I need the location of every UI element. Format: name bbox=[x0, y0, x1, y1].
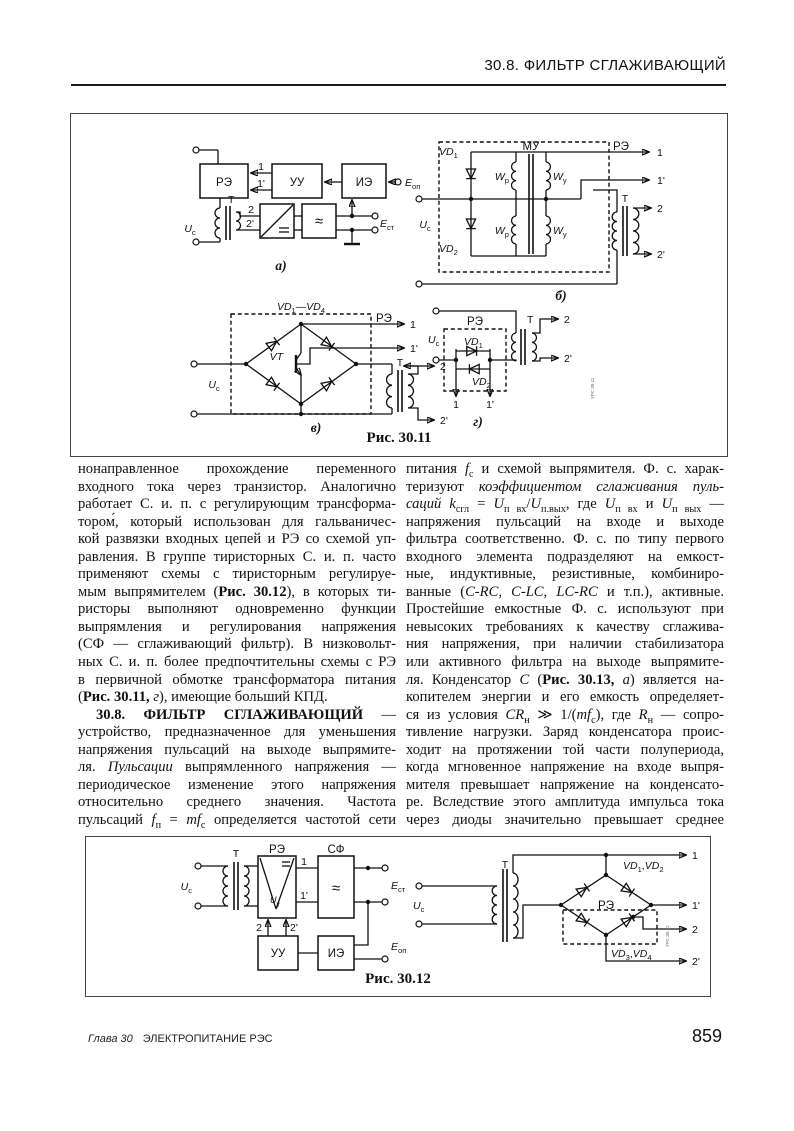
footer-chapter: Глава 30 bbox=[88, 1033, 133, 1045]
wp2-label: $W_р$ bbox=[494, 225, 509, 239]
wire-2-label: 2 bbox=[657, 203, 663, 215]
text-line: невысоких требованиях к качеству сглажива- bbox=[406, 618, 724, 635]
wires bbox=[193, 147, 401, 245]
header-rule bbox=[71, 84, 726, 86]
subfig-v-tag: в) bbox=[310, 420, 322, 435]
wires bbox=[195, 856, 388, 970]
text-line: равления. В группе тиристорных С. и. п. часто bbox=[78, 548, 396, 565]
wire-2-label: 2 bbox=[440, 361, 446, 373]
text-line: питания $f_с$ и схемой выпрямителя. Ф. с. харак- bbox=[406, 461, 724, 480]
wire-1p-label: 1' bbox=[692, 900, 700, 912]
wire-1p-label: 1' bbox=[300, 890, 308, 902]
figure-30-11 bbox=[70, 113, 728, 457]
ie-block-label: ИЭ bbox=[327, 948, 345, 960]
figure-caption: Рис. 30.12 bbox=[365, 971, 431, 987]
transformer-label: Т bbox=[396, 357, 404, 369]
wire-1-label: 1 bbox=[657, 147, 663, 159]
text-line: применяют схемы с тиристорным регулируе- bbox=[78, 566, 396, 583]
figure-30-12 bbox=[85, 836, 711, 997]
wire-1-label: 1 bbox=[301, 856, 307, 868]
wire-2-label: 2 bbox=[248, 204, 254, 216]
wire-1p-label: 1' bbox=[657, 175, 665, 187]
schematic-30-11-g bbox=[426, 304, 706, 439]
text-line: тором́, который использован для гальваничес- bbox=[78, 513, 396, 530]
wp-label: $W_р$ bbox=[494, 171, 509, 185]
footer bbox=[88, 1033, 273, 1045]
ie-block-label: ИЭ bbox=[355, 177, 373, 189]
wire-2-label: 2 bbox=[256, 922, 262, 934]
vd34-label: $VD_3,VD_4$ bbox=[611, 948, 652, 962]
text-line: ля. Пульсации выпрямленного напряжения — bbox=[78, 759, 397, 776]
wires bbox=[433, 308, 558, 396]
text-line: напряжения пульсаций на входе и выходе bbox=[406, 513, 724, 530]
text-line: ристоры выполняют одновременно функции bbox=[78, 601, 396, 618]
text-line: ля. Конденсатор С (Рис. 30.13, а) является на- bbox=[406, 671, 724, 688]
text-line: ванные (C-RC, C-LC, LC-RC и т.п.), активные. bbox=[406, 583, 724, 600]
text-line: саций $k_{сгл} = U_{п вх}/U_{п.вых}$, где $U_{п вх}$ и $U_{п вых}$ — bbox=[406, 496, 725, 515]
schematic-30-11-b bbox=[411, 124, 726, 306]
wire-1-label: 1 bbox=[453, 399, 459, 411]
subfig-a-tag: а) bbox=[275, 258, 287, 273]
text-line: ных С. и. п. более предпочтительны схемы с РЭ bbox=[78, 654, 396, 671]
wire-2p-label: 2' bbox=[657, 249, 665, 261]
wire-1-label: 1 bbox=[410, 319, 416, 331]
re-block-label: РЭ bbox=[216, 177, 232, 189]
text-line: кой развязки входных цепей и РЭ со схемой уп- bbox=[78, 531, 396, 548]
vd-range-label: $VD_1—VD_4$ bbox=[276, 301, 326, 315]
text-line: выпрямления и регулирования напряжения bbox=[78, 618, 396, 635]
text-line: Простейшие емкостные Ф. с. используют при bbox=[406, 601, 724, 618]
uu-block-label: УУ bbox=[289, 177, 305, 189]
wire-2p-label: 2' bbox=[692, 956, 700, 968]
text-column-right bbox=[406, 461, 724, 829]
vt-label: VT bbox=[269, 351, 283, 363]
transformer-label: Т bbox=[501, 859, 509, 871]
text-line: входного элемента подразделяют на емкост- bbox=[406, 548, 724, 565]
text-line: через диоды значительно превышает среднее bbox=[406, 811, 724, 828]
wire-2-label: 2 bbox=[692, 924, 698, 936]
wy-label: $W_у$ bbox=[553, 171, 567, 185]
uy-label: $U_у$ bbox=[270, 895, 280, 908]
filter-symbol: ≈ bbox=[314, 213, 324, 230]
wire-1p-label: 1' bbox=[257, 178, 265, 190]
re-label: РЭ bbox=[613, 141, 629, 153]
transformer-label: Т bbox=[228, 194, 235, 206]
wire-1-label: 1 bbox=[258, 161, 264, 173]
text-line: пульсаций $f_п = mf_с$ определяется частотой сети bbox=[78, 811, 397, 831]
e-op-label: $E_{оп}$ bbox=[391, 941, 407, 955]
text-line: ния напряжения, при наличии стабилизатора bbox=[406, 636, 724, 653]
text-line: ные, индуктивные, резистивные, комбиниро- bbox=[406, 566, 724, 583]
text-line: ходит на протяжении той части полупериода, bbox=[406, 741, 724, 758]
text-line: фильтра соответственно. Ф. с. по типу первого bbox=[406, 531, 724, 548]
mu-label: МУ bbox=[522, 141, 540, 153]
uc-label: $U_с$ bbox=[419, 219, 431, 233]
text-column-left bbox=[78, 461, 396, 829]
uc-label: $U_с$ bbox=[428, 334, 440, 348]
footer-title: ЭЛЕКТРОПИТАНИЕ РЭС bbox=[142, 1033, 273, 1045]
uc-label: $U_с$ bbox=[184, 223, 196, 237]
wire-2p-label: 2' bbox=[564, 353, 572, 365]
re-label: РЭ bbox=[467, 316, 483, 328]
vd1-label: $VD_1$ bbox=[439, 146, 458, 160]
text-line: или активного фильтра на выходе выпрямите- bbox=[406, 654, 724, 671]
re-label: РЭ bbox=[598, 900, 614, 912]
transformer-label: Т bbox=[621, 193, 629, 205]
e-st-label: $E_{ст}$ bbox=[380, 218, 395, 232]
filter-symbol: ≈ bbox=[331, 880, 341, 897]
text-line: периодическое изменение этого напряжения bbox=[78, 776, 396, 793]
print-mark: УРС 30.11 bbox=[590, 377, 595, 399]
transformer-label: Т bbox=[232, 848, 240, 860]
vd12-label: $VD_1,VD_2$ bbox=[623, 860, 664, 874]
text-line: напряжения пульсаций на выходе выпрямите- bbox=[78, 741, 396, 758]
schematic-30-11-a bbox=[176, 142, 434, 277]
text-line: работает С. и. п. с регулирующим трансформа- bbox=[78, 496, 396, 513]
wire-1-label: 1 bbox=[692, 850, 698, 862]
text-line: ре. Вследствие этого амплитуда импульса тока bbox=[406, 794, 724, 811]
text-line: (СФ — сглаживающий фильтр). В низковольт- bbox=[78, 636, 396, 653]
wires bbox=[416, 142, 651, 287]
sf-block-label: СФ bbox=[327, 844, 345, 856]
wire-2p-label: 2' bbox=[290, 922, 298, 934]
vd1-label: $VD_1$ bbox=[464, 336, 483, 350]
uc-label: $U_с$ bbox=[180, 881, 192, 895]
text-line: относительно среднего значения. Частота bbox=[78, 794, 396, 811]
figure-caption: Рис. 30.11 bbox=[366, 430, 432, 446]
text-line: устройство, предназначенное для уменьшения bbox=[78, 724, 396, 741]
subfig-g-tag: г) bbox=[473, 414, 483, 429]
page-number: 859 bbox=[691, 1026, 722, 1046]
text-line: ся из условия $CR_н$ ≫ $1/(mf_с)$, где $R_н$ — сопро- bbox=[406, 706, 724, 726]
uc-label: $U_с$ bbox=[208, 379, 220, 393]
e-op-label: $E_{оп}$ bbox=[405, 177, 421, 191]
text-line: 30.8. ФИЛЬТР СГЛАЖИВАЮЩИЙ — bbox=[96, 706, 396, 723]
wy2-label: $W_у$ bbox=[553, 225, 567, 239]
text-line: когда мгновенное напряжение на входе выпря- bbox=[406, 759, 724, 776]
vd2-label: $VD_2$ bbox=[439, 243, 458, 257]
print-mark: УРС 30.12 bbox=[665, 925, 670, 947]
wire-1p-label: 1' bbox=[410, 343, 418, 355]
text-line: мителя превышает напряжение на конденсато- bbox=[406, 776, 724, 793]
wire-2p-label: 2' bbox=[246, 218, 254, 230]
text-line: мым выпрямителем (Рис. 30.12), в которых ти- bbox=[78, 583, 396, 600]
text-line: в первичной обмотке трансформатора питания bbox=[78, 671, 396, 688]
text-line: нонаправленное прохождение переменного bbox=[78, 461, 396, 477]
e-st-label: $E_{ст}$ bbox=[391, 880, 406, 894]
text-line: теризуют коэффициентом сглаживания пуль- bbox=[406, 478, 724, 495]
text-line: копителем энергии и его емкость определяет- bbox=[406, 689, 724, 706]
text-line: тивление нагрузки. Заряд конденсатора проис- bbox=[406, 724, 724, 741]
wire-2p-label: 2' bbox=[440, 415, 448, 427]
uc-label: $U_с$ bbox=[413, 900, 425, 914]
wire-2-label: 2 bbox=[564, 314, 570, 326]
re-block-label: РЭ bbox=[269, 844, 285, 856]
text-line: (Рис. 30.11, г), имеющие больший КПД. bbox=[78, 689, 328, 706]
section-header: 30.8. ФИЛЬТР СГЛАЖИВАЮЩИЙ bbox=[484, 57, 726, 74]
text-line: входного тока через транзистор. Аналогично bbox=[78, 478, 396, 495]
vd2-label: $VD_2$ bbox=[472, 376, 491, 390]
subfig-b-tag: б) bbox=[555, 288, 567, 303]
wire-1p-label: 1' bbox=[486, 399, 494, 411]
re-label: РЭ bbox=[376, 313, 392, 325]
uu-block-label: УУ bbox=[270, 948, 286, 960]
transformer-label: Т bbox=[527, 314, 534, 326]
